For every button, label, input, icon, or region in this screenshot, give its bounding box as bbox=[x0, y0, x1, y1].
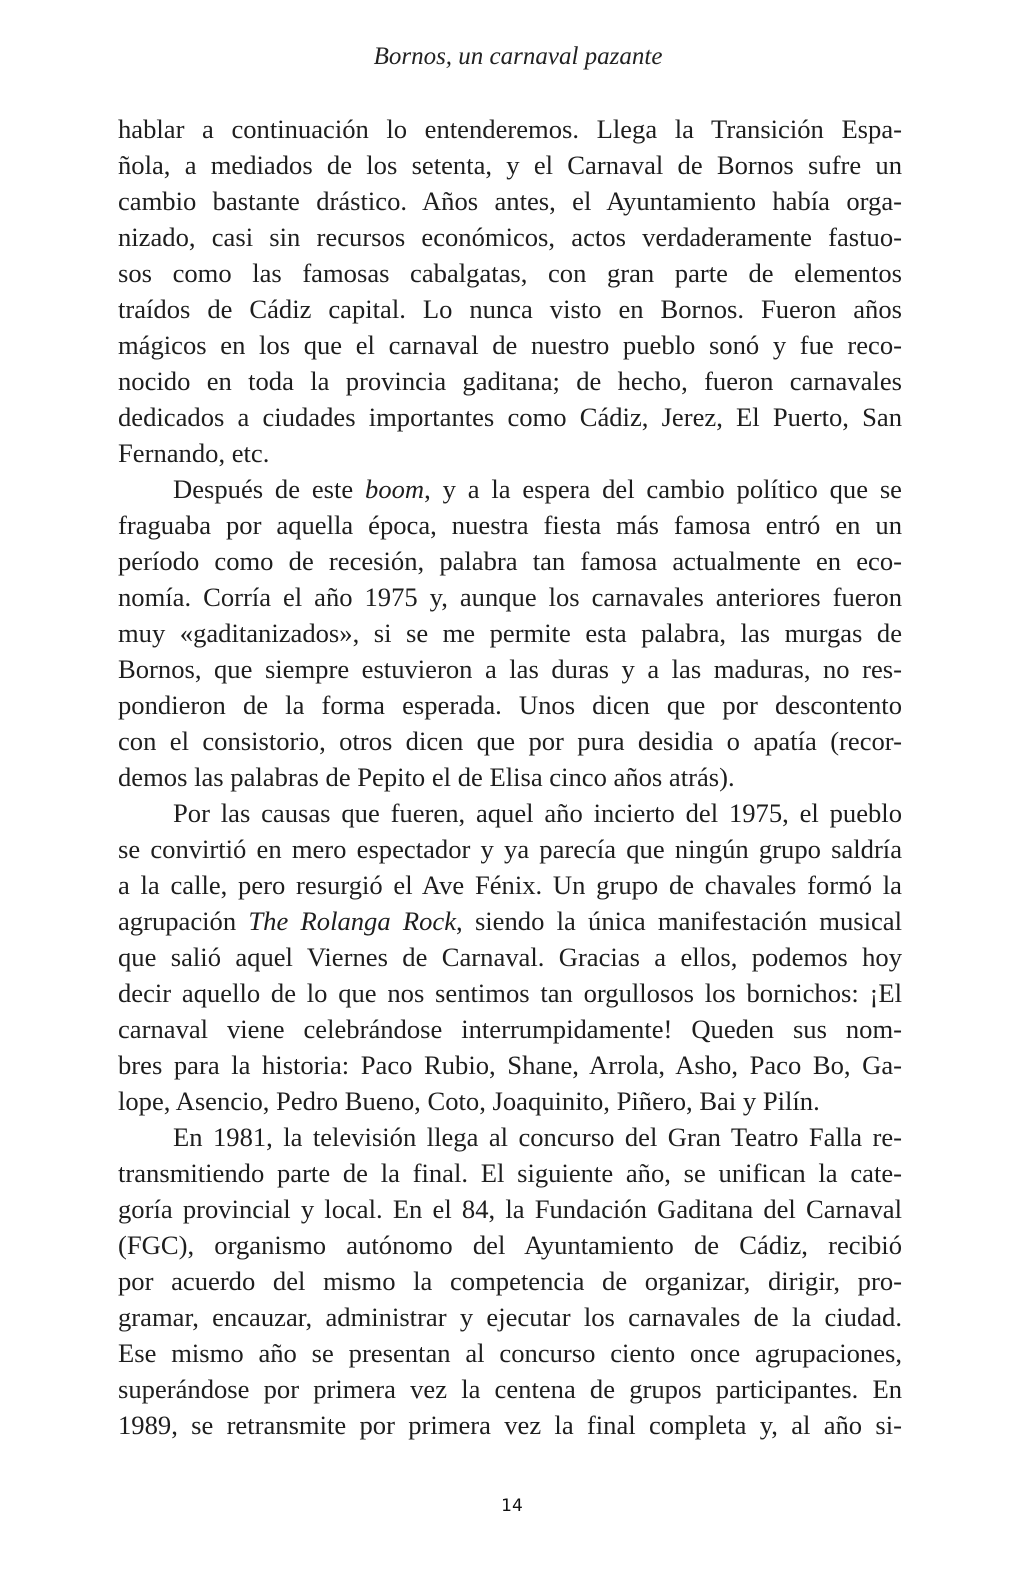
text-line: hablar a continuación lo entenderemos. Llega la Transición Espa- bbox=[118, 114, 902, 144]
text-line: En 1981, la televisión llega al concurso del Gran Teatro Falla re- bbox=[173, 1122, 902, 1152]
text-line: muy «gaditanizados», si se me permite esta palabra, las murgas de bbox=[118, 618, 902, 648]
text-segment: Después de este bbox=[173, 474, 366, 504]
page-number: 14 bbox=[501, 1496, 523, 1516]
italic-term: The Rolanga Rock bbox=[248, 906, 457, 936]
text-line: a la calle, pero resurgió el Ave Fénix. Un grupo de chavales formó la bbox=[118, 870, 902, 900]
text-line: nocido en toda la provincia gaditana; de hecho, fueron carnavales bbox=[118, 366, 902, 396]
text-line: superándose por primera vez la centena de grupos participantes. En bbox=[118, 1374, 902, 1404]
text-line: cambio bastante drástico. Años antes, el Ayuntamiento había orga- bbox=[118, 186, 902, 216]
text-line: Fernando, etc. bbox=[118, 438, 270, 468]
text-line: 1989, se retransmite por primera vez la final completa y, al año si- bbox=[118, 1410, 902, 1440]
text-line: bres para la historia: Paco Rubio, Shane, Arrola, Asho, Paco Bo, Ga- bbox=[118, 1050, 902, 1080]
text-line: goría provincial y local. En el 84, la Fundación Gaditana del Carnaval bbox=[118, 1194, 902, 1224]
text-line bbox=[118, 471, 902, 507]
text-line: que salió aquel Viernes de Carnaval. Gracias a ellos, podemos hoy bbox=[118, 942, 902, 972]
text-line: con el consistorio, otros dicen que por pura desidia o apatía (recor- bbox=[118, 726, 902, 756]
text-line: carnaval viene celebrándose interrumpidamente! Queden sus nom- bbox=[118, 1014, 902, 1044]
text-line: transmitiendo parte de la final. El siguiente año, se unifican la cate- bbox=[118, 1158, 902, 1188]
text-line: Ese mismo año se presentan al concurso ciento once agrupaciones, bbox=[118, 1338, 902, 1368]
text-line: sos como las famosas cabalgatas, con gran parte de elementos bbox=[118, 258, 902, 288]
text-line: se convirtió en mero espectador y ya parecía que ningún grupo saldría bbox=[118, 834, 902, 864]
italic-term: boom bbox=[365, 474, 425, 504]
text-segment: , siendo la única manifestación musical bbox=[456, 906, 902, 936]
text-segment: agrupación bbox=[118, 906, 249, 936]
text-line: nizado, casi sin recursos económicos, actos verdaderamente fastuo- bbox=[118, 222, 902, 252]
text-line: período como de recesión, palabra tan famosa actualmente en eco- bbox=[118, 546, 902, 576]
running-header: Bornos, un carnaval pazante bbox=[373, 43, 663, 70]
text-line: por acuerdo del mismo la competencia de organizar, dirigir, pro- bbox=[118, 1266, 902, 1296]
text-line: traídos de Cádiz capital. Lo nunca visto en Bornos. Fueron años bbox=[118, 294, 902, 324]
text-line: demos las palabras de Pepito el de Elisa cinco años atrás). bbox=[118, 762, 735, 792]
text-line: fraguaba por aquella época, nuestra fiesta más famosa entró en un bbox=[118, 510, 902, 540]
text-line: ñola, a mediados de los setenta, y el Carnaval de Bornos sufre un bbox=[118, 150, 902, 180]
text-line: lope, Asencio, Pedro Bueno, Coto, Joaquinito, Piñero, Bai y Pilín. bbox=[118, 1086, 820, 1116]
text-line: pondieron de la forma esperada. Unos dicen que por descontento bbox=[118, 690, 902, 720]
text-line: mágicos en los que el carnaval de nuestro pueblo sonó y fue reco- bbox=[118, 330, 902, 360]
text-line: (FGC), organismo autónomo del Ayuntamiento de Cádiz, recibió bbox=[118, 1230, 902, 1260]
body-text bbox=[118, 111, 902, 1443]
text-line: dedicados a ciudades importantes como Cádiz, Jerez, El Puerto, San bbox=[118, 402, 902, 432]
text-line: nomía. Corría el año 1975 y, aunque los carnavales anteriores fueron bbox=[118, 582, 902, 612]
text-line: Bornos, que siempre estuvieron a las duras y a las maduras, no res- bbox=[118, 654, 902, 684]
text-line bbox=[118, 903, 902, 939]
text-line: Por las causas que fueren, aquel año incierto del 1975, el pueblo bbox=[173, 798, 902, 828]
text-line: decir aquello de lo que nos sentimos tan orgullosos los bornichos: ¡El bbox=[118, 978, 902, 1008]
text-segment: , y a la espera del cambio político que se bbox=[424, 474, 902, 504]
text-line: gramar, encauzar, administrar y ejecutar los carnavales de la ciudad. bbox=[118, 1302, 902, 1332]
